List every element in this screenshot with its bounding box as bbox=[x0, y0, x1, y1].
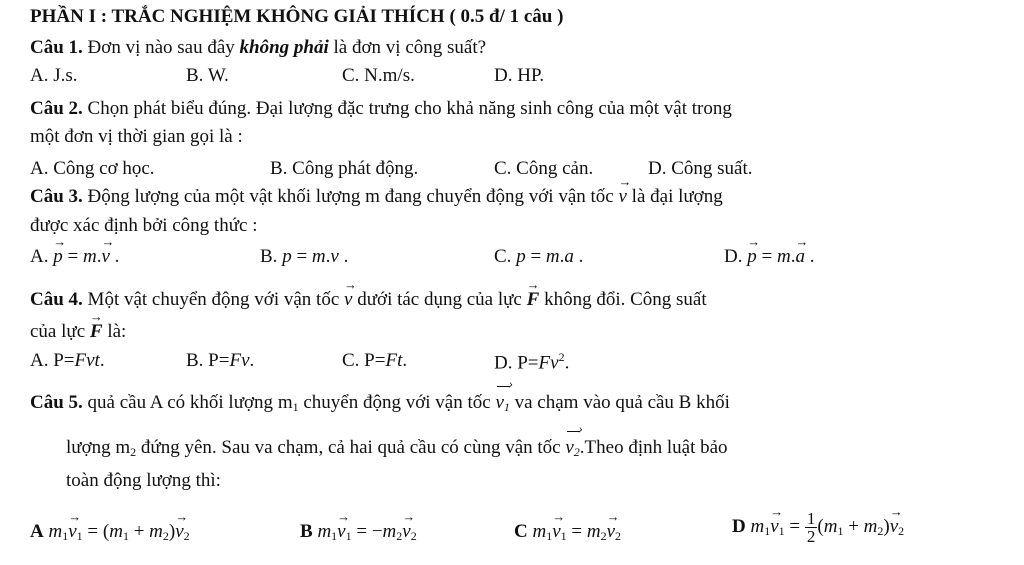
q2-option-b: B. Công phát động. bbox=[270, 158, 419, 179]
question-5-line2c: .Theo định luật bảo bbox=[579, 437, 728, 458]
question-4-line1b: dưới tác dụng của lực bbox=[357, 289, 522, 310]
q3-option-c-formula: p bbox=[516, 246, 526, 267]
question-2-line1: Chọn phát biểu đúng. Đại lượng đặc trưng cho khả năng sinh công của một vật trong bbox=[87, 98, 732, 119]
q1-option-d: D. HP. bbox=[494, 65, 545, 86]
q5-option-d-letter: D bbox=[732, 515, 746, 537]
q1-option-c: C. N.m/s. bbox=[342, 65, 415, 86]
q4-option-c: C. P=Ft. bbox=[342, 350, 408, 371]
force-vector-symbol: → F bbox=[527, 289, 540, 312]
q3-option-d bbox=[724, 246, 814, 269]
q4-option-a: A. P=Fvt. bbox=[30, 350, 105, 371]
question-1-label: Câu 1. bbox=[30, 37, 83, 58]
q2-option-a: A. Công cơ học. bbox=[30, 158, 155, 179]
q5-option-b: B $m_1\to v_1 = -m_2\to v_2$ bbox=[300, 521, 417, 544]
q1-option-a: A. J.s. bbox=[30, 65, 78, 86]
question-4 bbox=[30, 289, 707, 312]
question-3 bbox=[30, 186, 723, 209]
q3-option-b-formula: p bbox=[282, 246, 292, 267]
question-5-line2b: đứng yên. Sau va chạm, cả hai quả cầu có cùng vận tốc bbox=[140, 437, 561, 458]
q4-option-d-letter: D. P= bbox=[494, 352, 539, 374]
question-2-label: Câu 2. bbox=[30, 98, 83, 119]
q3-option-a-formula: → p = m.→ v . bbox=[53, 246, 119, 267]
question-5-label: Câu 5. bbox=[30, 392, 83, 413]
q3-option-a bbox=[30, 246, 119, 269]
mass-m2-symbol: $m_2$ bbox=[115, 437, 137, 459]
question-5-line2 bbox=[66, 437, 728, 460]
question-5-line3: toàn động lượng thì: bbox=[66, 470, 221, 491]
velocity-v2-symbol: $v_2$ › bbox=[565, 437, 579, 460]
question-3-label: Câu 3. bbox=[30, 186, 83, 207]
question-4-line1c: không đổi. Công suất bbox=[544, 289, 707, 310]
q3-option-a-letter: A. bbox=[30, 246, 49, 267]
q5-option-a-letter: A bbox=[30, 521, 44, 542]
velocity-v1-symbol: $v_1$ › bbox=[495, 392, 509, 415]
question-3-line1b: là đại lượng bbox=[631, 186, 723, 207]
question-4-line2b: là: bbox=[107, 321, 127, 342]
q3-option-d-formula: → p = m.→ a . bbox=[747, 246, 814, 267]
mass-m1-symbol: $m_1$ bbox=[277, 392, 299, 414]
question-4-line2a: của lực bbox=[30, 321, 86, 342]
question-1-text-after: là đơn vị công suất? bbox=[333, 37, 487, 58]
q4-option-a-letter: A. P= bbox=[30, 350, 75, 371]
q5-option-d: D $m_1\to v_1$ = $\frac{1}{2}$ $(m_1 + m_2)\to v_2$ bbox=[732, 510, 904, 545]
q5-option-a: A $m_1\to v_1 = (m_1 + m_2)\to v_2$ bbox=[30, 521, 190, 544]
q3-option-c: C. p = m.a . bbox=[494, 246, 584, 267]
question-3-line1a: Động lượng của một vật khối lượng m đang chuyển động với vận tốc bbox=[87, 186, 614, 207]
q4-option-b-letter: B. P= bbox=[186, 350, 230, 371]
question-5-line1c: va chạm vào quả cầu B khối bbox=[514, 392, 730, 413]
velocity-vector-symbol: → v bbox=[344, 289, 352, 312]
question-2 bbox=[30, 98, 732, 121]
question-3-line2: được xác định bởi công thức : bbox=[30, 215, 258, 236]
question-1-emphasis: không phải bbox=[239, 37, 329, 58]
q3-option-d-letter: D. bbox=[724, 246, 743, 267]
force-vector-symbol: → F bbox=[90, 321, 103, 344]
q4-option-c-letter: C. P= bbox=[342, 350, 386, 371]
question-5 bbox=[30, 392, 730, 415]
question-4-line1a: Một vật chuyển động với vận tốc bbox=[87, 289, 340, 310]
question-5-line2a: lượng bbox=[66, 437, 111, 458]
question-5-line1b: chuyển động với vận tốc bbox=[303, 392, 491, 413]
question-1 bbox=[30, 37, 486, 60]
velocity-vector-symbol: → v bbox=[618, 186, 626, 209]
fraction-one-half: $\frac{1}{2}$ bbox=[806, 509, 816, 546]
q3-option-b: B. p = m.v . bbox=[260, 246, 349, 267]
q2-option-d: D. Công suất. bbox=[648, 158, 753, 179]
q4-option-b: B. P=Fv. bbox=[186, 350, 255, 371]
q4-option-d: D. $P=Fv^2$. bbox=[494, 350, 570, 374]
q5-option-c: C $m_1\to v_1 = m_2\to v_2$ bbox=[514, 521, 621, 544]
question-2-line2: một đơn vị thời gian gọi là : bbox=[30, 126, 243, 147]
section-title: PHẦN I : TRẮC NGHIỆM KHÔNG GIẢI THÍCH ( 0.5 đ/ 1 câu ) bbox=[30, 6, 564, 27]
q3-option-b-letter: B. bbox=[260, 246, 278, 267]
question-5-line1a: quả cầu A có khối lượng bbox=[87, 392, 274, 413]
q5-option-c-letter: C bbox=[514, 521, 528, 542]
q5-option-b-letter: B bbox=[300, 521, 313, 542]
q2-option-c: C. Công cản. bbox=[494, 158, 594, 179]
question-4-label: Câu 4. bbox=[30, 289, 83, 310]
question-4-line2 bbox=[30, 321, 126, 344]
q3-option-c-letter: C. bbox=[494, 246, 512, 267]
q1-option-b: B. W. bbox=[186, 65, 229, 86]
question-1-text-before: Đơn vị nào sau đây bbox=[87, 37, 235, 58]
